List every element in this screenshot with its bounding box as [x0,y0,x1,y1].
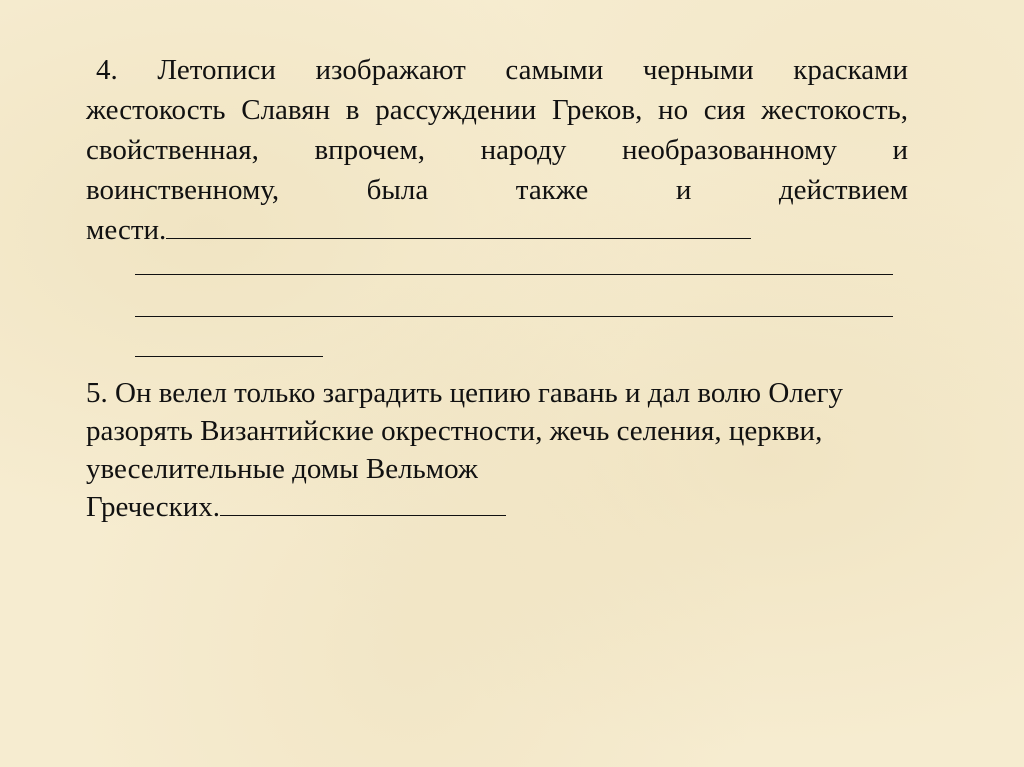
exercise-4-line-1: 4. Летописи изображают самыми черными красками [96,54,908,86]
answer-blank-4a[interactable] [166,214,751,239]
exercise-5-line-3: увеселительные домы Вельмож [86,453,478,485]
exercise-5-line-4-text: Греческих. [86,491,220,523]
exercise-5-line-1: 5. Он велел только заградить цепию гавань и дал волю Олегу [86,377,844,409]
exercise-4-line-5-text: мести. [86,214,167,246]
exercise-4-paragraph [86,50,908,250]
answer-blank-4d[interactable] [135,334,323,357]
exercise-5-paragraph [86,374,946,526]
answer-blank-5[interactable] [220,491,506,516]
exercise-4-line-3: свойственная, впрочем, народу необразованному и [86,134,908,166]
exercise-5-line-4 [86,488,946,526]
exercise-4-line-2: жестокость Славян в рассуждении Греков, но сия жестокость, [86,94,908,126]
exercise-4-line-5 [86,210,908,250]
answer-blank-4c[interactable] [135,294,893,317]
exercise-4-line-4: воинственному, была также и действием [86,174,908,206]
answer-blank-4b[interactable] [135,252,893,275]
exercise-5-line-2: разорять Византийские окрестности, жечь селения, церкви, [86,415,823,447]
